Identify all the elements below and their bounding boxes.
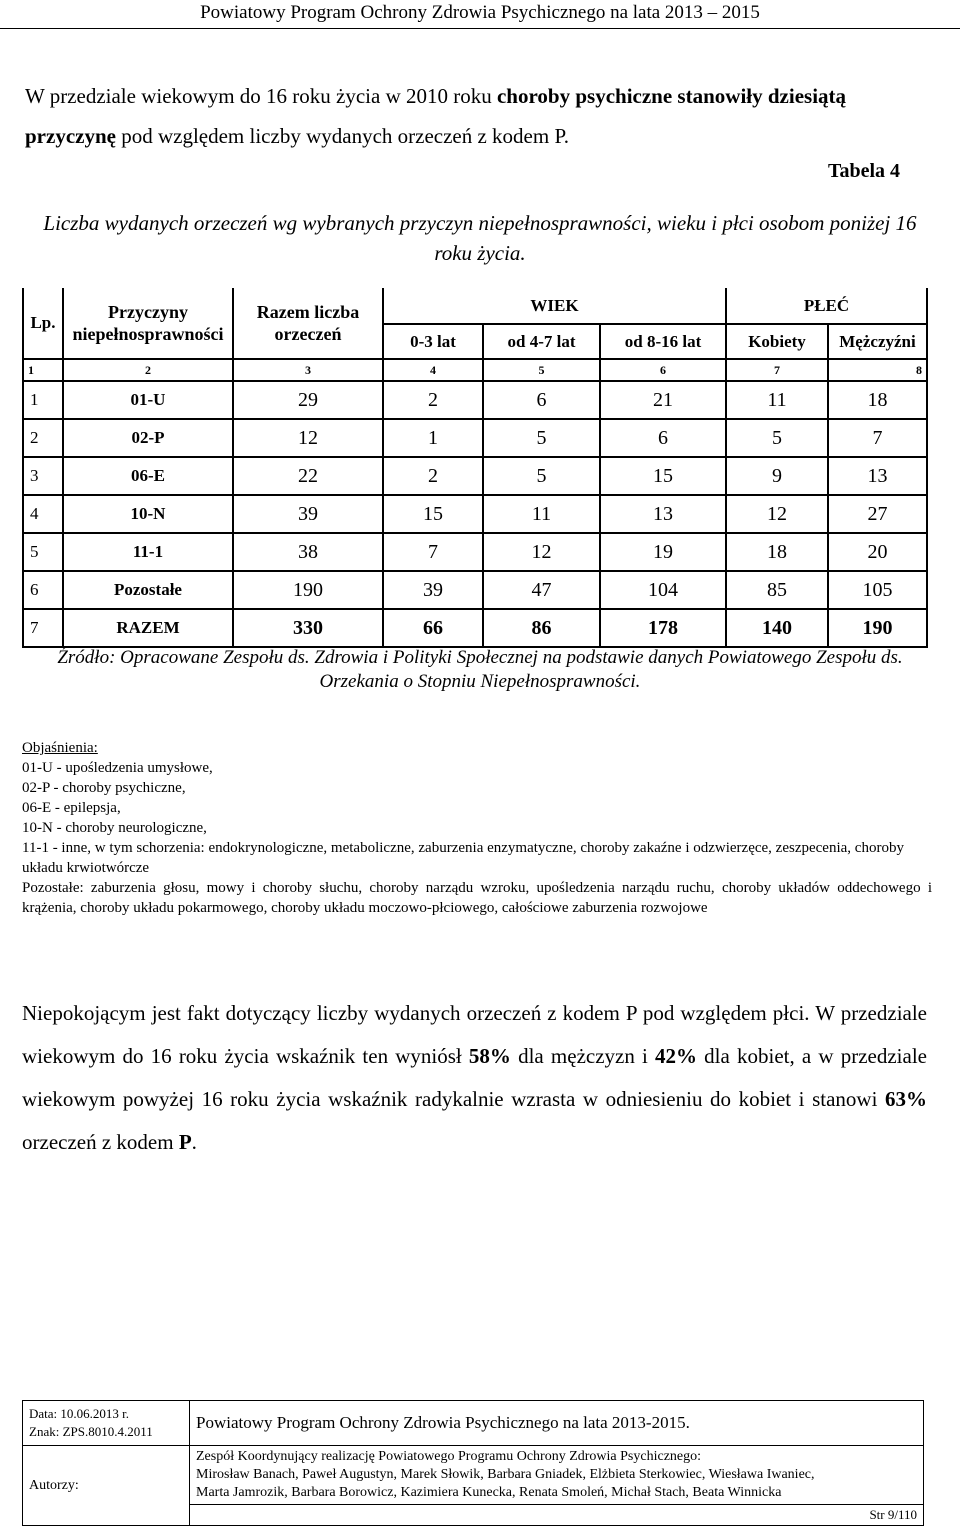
cell-lp: 7	[23, 609, 63, 647]
col-number: 5	[483, 359, 600, 381]
footer-date-sign	[23, 1401, 190, 1446]
col-number: 8	[828, 359, 927, 381]
cell-age-0-3: 2	[383, 457, 483, 495]
cell-lp: 4	[23, 495, 63, 533]
cell-age-0-3: 39	[383, 571, 483, 609]
cell-men: 7	[828, 419, 927, 457]
col-number: 3	[233, 359, 383, 381]
explanations-title: Objaśnienia:	[22, 740, 98, 756]
footer-names: Marta Jamrozik, Barbara Borowicz, Kazimiera Kunecka, Renata Smoleń, Michał Stach, Beata Winnicka	[196, 1485, 782, 1500]
explanations	[22, 738, 932, 918]
cell-total: 12	[233, 419, 383, 457]
cell-age-8-16: 6	[600, 419, 726, 457]
cell-age-0-3: 2	[383, 381, 483, 419]
cell-men: 20	[828, 533, 927, 571]
cell-total: 38	[233, 533, 383, 571]
col-header-lp: Lp.	[23, 288, 63, 359]
cell-women: 5	[726, 419, 828, 457]
explanation-line: 02-P - choroby psychiczne,	[22, 780, 186, 796]
explanation-line: 10-N - choroby neurologiczne,	[22, 820, 207, 836]
subheader-age-4-7: od 4-7 lat	[483, 324, 600, 359]
cell-age-8-16: 13	[600, 495, 726, 533]
page-footer	[22, 1400, 924, 1526]
table-title: Liczba wydanych orzeczeń wg wybranych przyczyn niepełnosprawności, wieku i płci osobom poniżej 16 roku życia.	[43, 211, 917, 265]
cell-lp: 2	[23, 419, 63, 457]
subheader-age-8-16: od 8-16 lat	[600, 324, 726, 359]
cell-age-4-7: 86	[483, 609, 600, 647]
footer-date: Data: 10.06.2013 r.	[29, 1406, 130, 1421]
cell-total: 39	[233, 495, 383, 533]
cell-age-4-7: 11	[483, 495, 600, 533]
cell-cause: 01-U	[63, 381, 233, 419]
cell-men: 13	[828, 457, 927, 495]
explanation-line: Pozostałe: zaburzenia głosu, mowy i choroby słuchu, choroby narządu wzroku, upośledzenia narządu ruchu, choroby układów oddechowego i krążenia, choroby układu pokarmowego, choroby układu moczowo-płciowego, całościowe zaburzenia rozwojowe	[22, 880, 932, 916]
explanation-line: 11-1 - inne, w tym schorzenia: endokrynologiczne, metaboliczne, zaburzenia enzymatyczne, choroby zakaźne i odzwierzęce, zeszpecenia, choroby układu krwiotwórcze	[22, 840, 904, 876]
subheader-men: Mężczyźni	[828, 324, 927, 359]
cell-cause: 02-P	[63, 419, 233, 457]
table-row	[23, 457, 927, 495]
table-row	[23, 381, 927, 419]
footer-team-title: Zespół Koordynujący realizację Powiatowego Programu Ochrony Zdrowia Psychicznego:	[196, 1449, 702, 1464]
col-header-sex: PŁEĆ	[726, 288, 927, 324]
table-row-total	[23, 609, 927, 647]
cell-cause: Pozostałe	[63, 571, 233, 609]
cell-age-8-16: 15	[600, 457, 726, 495]
col-number: 2	[63, 359, 233, 381]
col-number: 6	[600, 359, 726, 381]
cell-age-4-7: 5	[483, 457, 600, 495]
cell-age-4-7: 6	[483, 381, 600, 419]
cell-age-8-16: 104	[600, 571, 726, 609]
cell-lp: 3	[23, 457, 63, 495]
cell-women: 85	[726, 571, 828, 609]
cell-cause: 11-1	[63, 533, 233, 571]
cell-women: 18	[726, 533, 828, 571]
col-header-age: WIEK	[383, 288, 726, 324]
cell-age-4-7: 5	[483, 419, 600, 457]
cell-women: 11	[726, 381, 828, 419]
table-row	[23, 533, 927, 571]
cell-women: 140	[726, 609, 828, 647]
page-header: Powiatowy Program Ochrony Zdrowia Psychicznego na lata 2013 – 2015	[0, 0, 960, 29]
cell-cause: RAZEM	[63, 609, 233, 647]
explanation-line: 06-E - epilepsja,	[22, 800, 121, 816]
table-row	[23, 495, 927, 533]
cell-lp: 5	[23, 533, 63, 571]
conclusion-paragraph: Niepokojącym jest fakt dotyczący liczby wydanych orzeczeń z kodem P pod względem płci. W przedziale wiekowym do 16 roku życia wskaźnik ten wyniósł 58% dla mężczyzn i 42% dla kobiet, a w przedziale wiekowym powyżej 16 roku życia wskaźnik radykalnie wzrasta w odniesieniu do kobiet i stanowi 63% orzeczeń z kodem P.	[22, 1001, 927, 1154]
cell-total: 330	[233, 609, 383, 647]
footer-sign: Znak: ZPS.8010.4.2011	[29, 1424, 153, 1439]
cell-total: 190	[233, 571, 383, 609]
cell-men: 105	[828, 571, 927, 609]
cell-cause: 10-N	[63, 495, 233, 533]
cell-total: 29	[233, 381, 383, 419]
table-row	[23, 571, 927, 609]
cell-women: 9	[726, 457, 828, 495]
cell-age-4-7: 47	[483, 571, 600, 609]
subheader-women: Kobiety	[726, 324, 828, 359]
col-number: 4	[383, 359, 483, 381]
cell-women: 12	[726, 495, 828, 533]
table-row	[23, 419, 927, 457]
cell-cause: 06-E	[63, 457, 233, 495]
cell-lp: 1	[23, 381, 63, 419]
cell-age-8-16: 178	[600, 609, 726, 647]
cell-age-0-3: 66	[383, 609, 483, 647]
col-header-total: Razem liczba orzeczeń	[233, 288, 383, 359]
table-label: Tabela 4	[827, 160, 900, 182]
cell-men: 27	[828, 495, 927, 533]
cell-men: 190	[828, 609, 927, 647]
col-header-cause: Przyczyny niepełnosprawności	[63, 288, 233, 359]
cell-age-0-3: 1	[383, 419, 483, 457]
subheader-age-0-3: 0-3 lat	[383, 324, 483, 359]
cell-age-0-3: 15	[383, 495, 483, 533]
col-number: 7	[726, 359, 828, 381]
cell-men: 18	[828, 381, 927, 419]
cell-age-8-16: 21	[600, 381, 726, 419]
source-note: Źródło: Opracowane Zespołu ds. Zdrowia i Polityki Społecznej na podstawie danych Powiatowego Zespołu ds. Orzekania o Stopniu Niepełnosprawności.	[57, 647, 903, 692]
page-number: Str 9/110	[190, 1505, 924, 1526]
col-number: 1	[23, 359, 63, 381]
cell-age-0-3: 7	[383, 533, 483, 571]
explanation-line: 01-U - upośledzenia umysłowe,	[22, 760, 213, 776]
footer-names: Mirosław Banach, Paweł Augustyn, Marek Słowik, Barbara Gniadek, Elżbieta Sterkowiec, Wiesława Iwaniec,	[196, 1467, 815, 1482]
cell-lp: 6	[23, 571, 63, 609]
cell-age-8-16: 19	[600, 533, 726, 571]
footer-authors-label: Autorzy:	[23, 1446, 190, 1526]
data-table	[22, 288, 928, 648]
footer-title: Powiatowy Program Ochrony Zdrowia Psychicznego na lata 2013-2015.	[190, 1401, 924, 1446]
footer-team	[190, 1446, 924, 1505]
cell-age-4-7: 12	[483, 533, 600, 571]
intro-paragraph: W przedziale wiekowym do 16 roku życia w 2010 roku choroby psychiczne stanowiły dziesiątą przyczynę pod względem liczby wydanych orzeczeń z kodem P.	[25, 84, 847, 148]
cell-total: 22	[233, 457, 383, 495]
